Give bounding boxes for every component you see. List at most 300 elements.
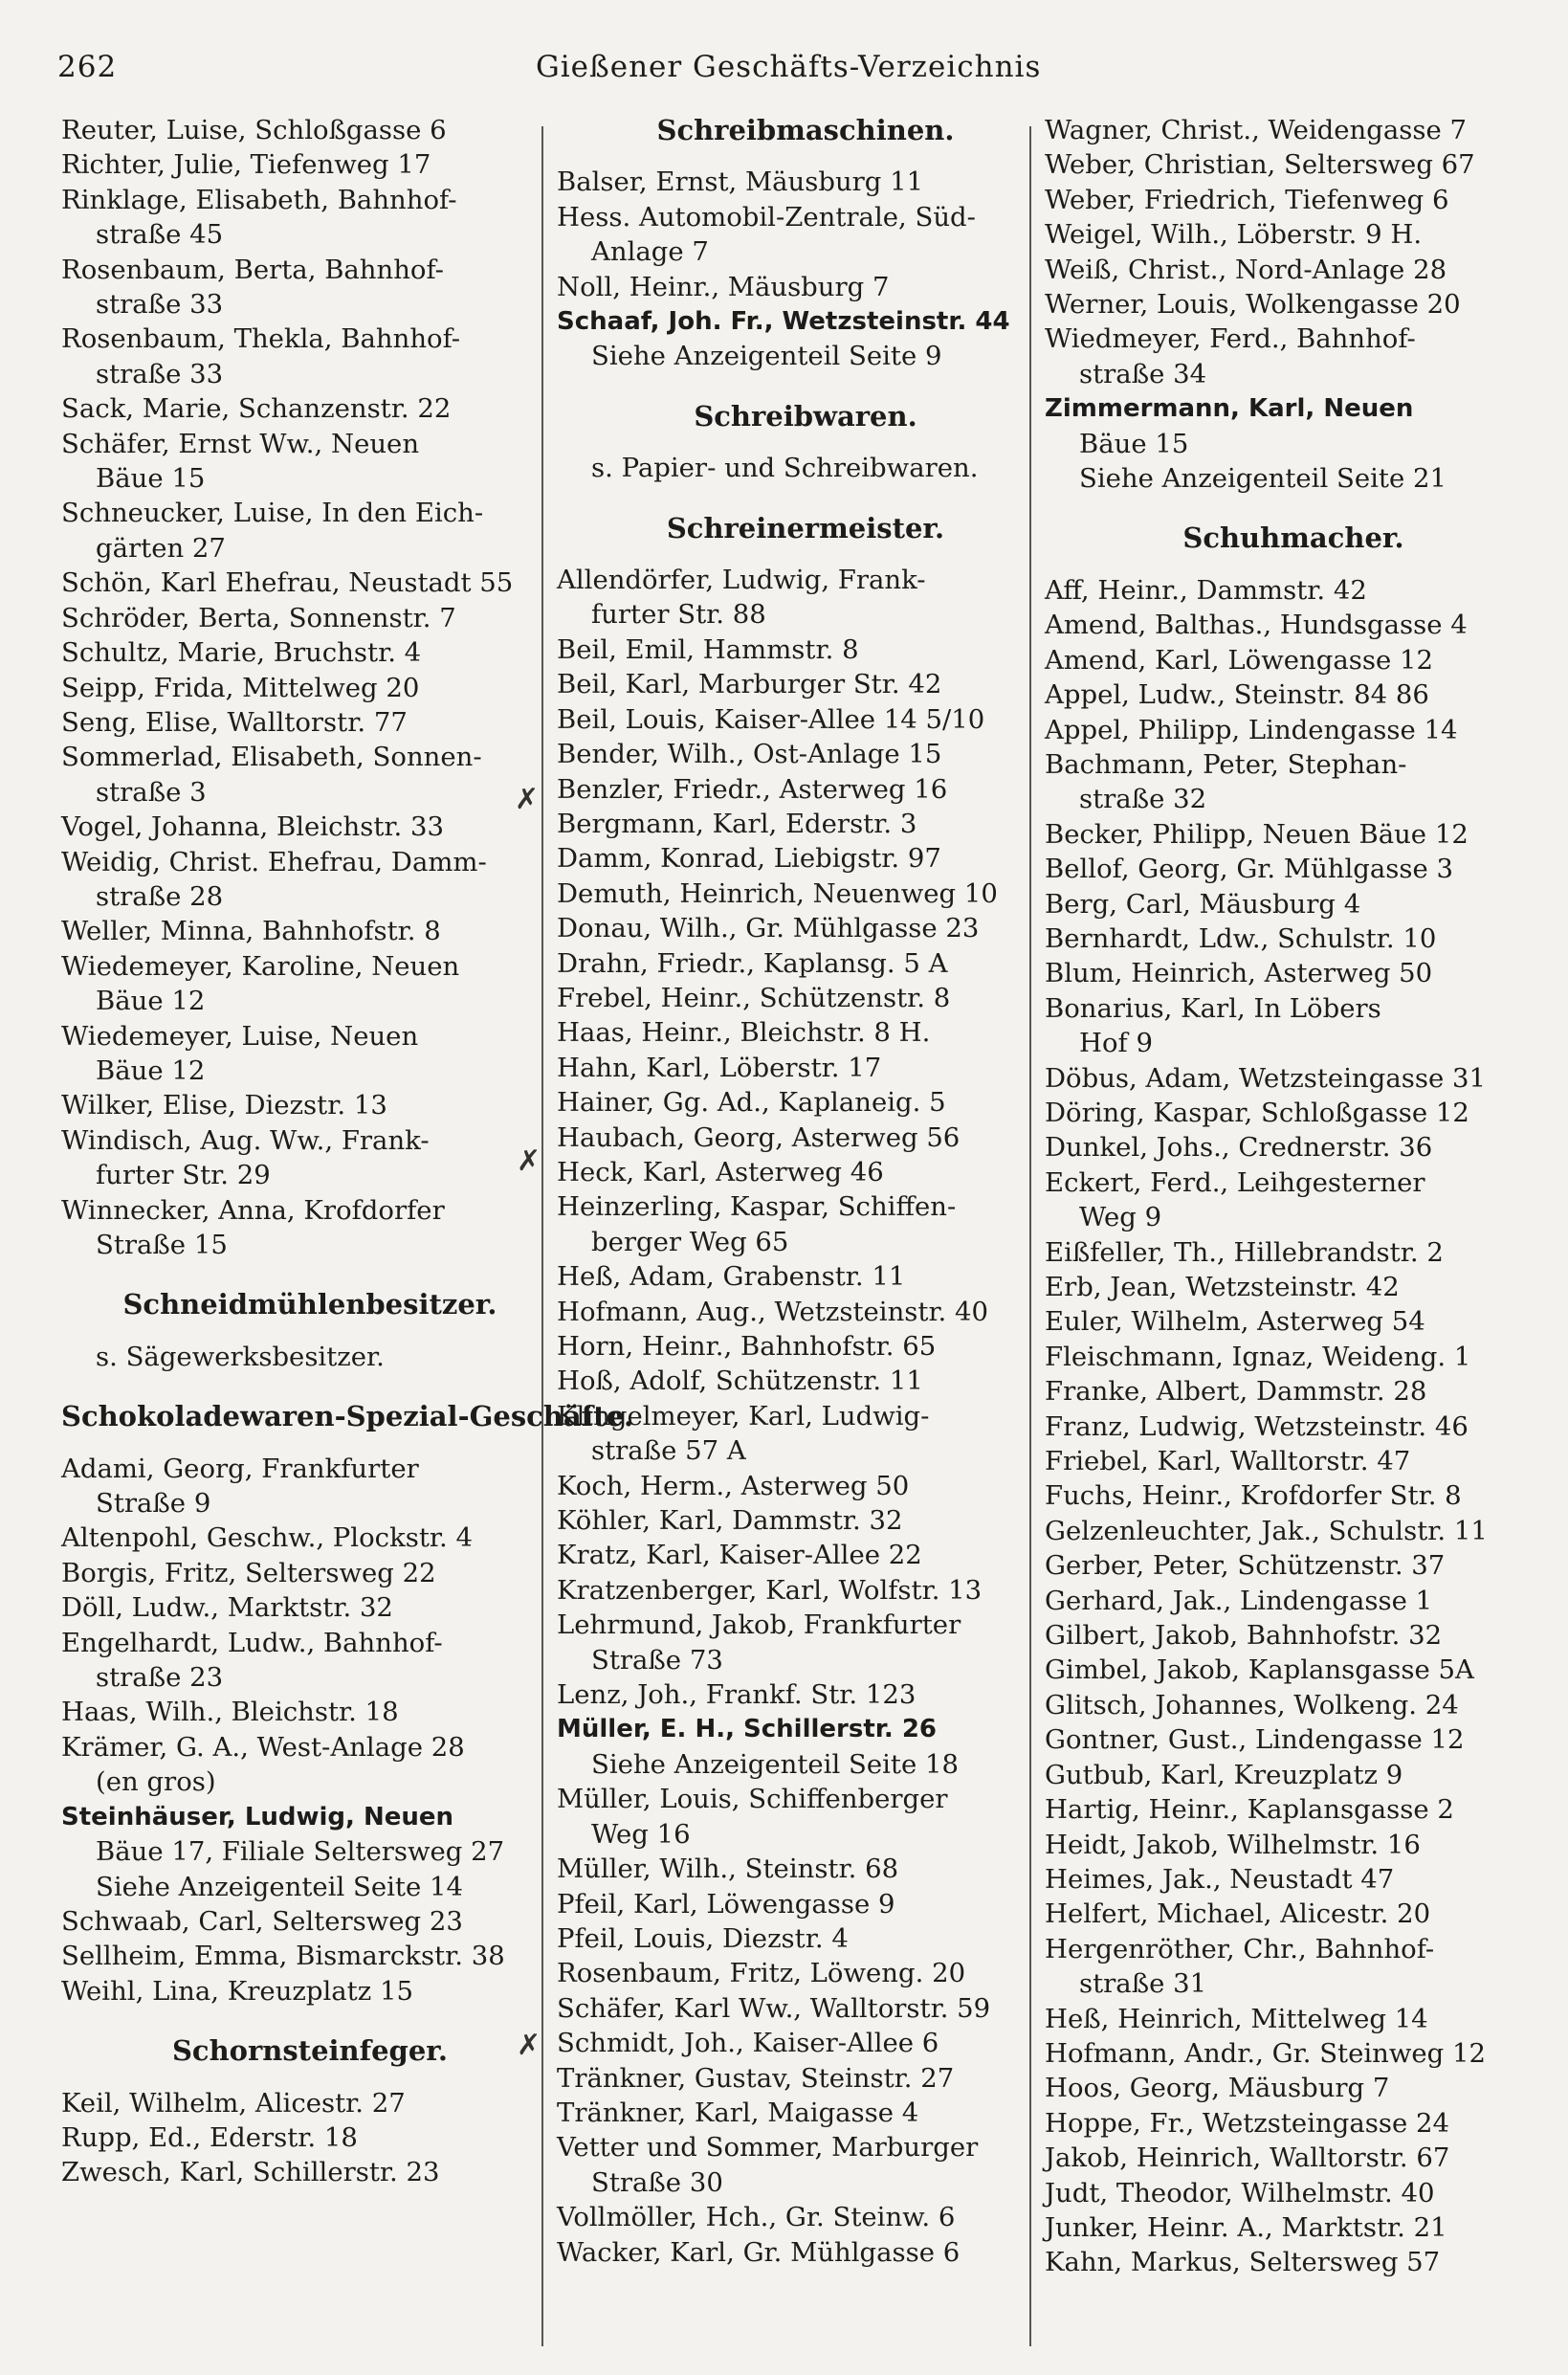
entry-name-line: Rupp, Ed., Ederstr. 18	[61, 2121, 358, 2153]
directory-entry	[1045, 2002, 1542, 2036]
directory-entry	[61, 1974, 559, 2009]
entry-name-line: Rosenbaum, Fritz, Löweng. 20	[557, 1958, 966, 1989]
entry-name-line: Bender, Wilh., Ost-Anlage 15	[557, 739, 942, 770]
entry-name-line: Schäfer, Karl Ww., Walltorstr. 59	[557, 1992, 991, 2024]
entry-name-line: Becker, Philipp, Neuen Bäue 12	[1045, 818, 1469, 850]
directory-entry	[61, 810, 559, 844]
entry-name-line: Gelzenleuchter, Jak., Schulstr. 11	[1045, 1515, 1488, 1546]
directory-entry	[557, 1085, 1054, 1120]
entry-name-line: Heß, Adam, Grabenstr. 11	[557, 1261, 906, 1293]
directory-entry	[61, 183, 559, 253]
entry-name-line: Beil, Karl, Marburger Str. 42	[557, 669, 942, 700]
entry-name-line: Tränkner, Gustav, Steinstr. 27	[557, 2062, 955, 2094]
directory-entry	[557, 165, 1054, 199]
directory-entry	[1045, 2210, 1542, 2245]
entry-continuation-line: straße 32	[1079, 784, 1207, 815]
entry-continuation-line: straße 45	[96, 219, 224, 251]
entry-name-line: Wilker, Elise, Diezstr. 13	[61, 1090, 387, 1121]
entry-name-line: Müller, E. H., Schillerstr. 26	[557, 1715, 937, 1744]
directory-entry	[1045, 1270, 1542, 1304]
directory-entry	[1045, 1061, 1542, 1096]
entry-continuation-line: straße 34	[1079, 358, 1207, 389]
entry-name-line: Schön, Karl Ehefrau, Neustadt 55	[61, 567, 514, 599]
directory-entry	[557, 1991, 1054, 2026]
directory-entry	[61, 1939, 559, 1973]
directory-entry	[1045, 147, 1542, 182]
directory-entry	[61, 427, 559, 497]
directory-entry-advertised	[557, 304, 1054, 374]
entry-name-line: Altenpohl, Geschw., Plockstr. 4	[61, 1522, 473, 1554]
directory-entry	[1045, 1444, 1542, 1478]
entry-continuation-line: Bäue 12	[96, 1054, 206, 1086]
entry-name-line: Hartig, Heinr., Kaplansgasse 2	[1045, 1794, 1454, 1826]
directory-entry	[1045, 817, 1542, 852]
entry-name-line: Helfert, Michael, Alicestr. 20	[1045, 1898, 1431, 1930]
entry-continuation-line: Bäue 15	[1079, 428, 1189, 459]
entry-name-line: Vetter und Sommer, Marburger	[557, 2132, 979, 2164]
entry-name-line: Heimes, Jak., Neustadt 47	[1045, 1863, 1395, 1895]
entry-name-line: Demuth, Heinrich, Neuenweg 10	[557, 877, 998, 909]
directory-entry	[557, 1503, 1054, 1538]
directory-entry	[1045, 2106, 1542, 2141]
directory-entry	[557, 1121, 1054, 1155]
entry-name-line: Haubach, Georg, Asterweg 56	[557, 1121, 961, 1153]
entry-name-line: Hoppe, Fr., Wetzsteingasse 24	[1045, 2107, 1449, 2139]
entry-name-line: Bellof, Georg, Gr. Mühlgasse 3	[1045, 854, 1454, 885]
directory-entry	[1045, 183, 1542, 217]
page-number: 262	[57, 50, 118, 84]
entry-name-line: Köhler, Karl, Dammstr. 32	[557, 1505, 903, 1537]
entry-continuation-line: straße 31	[1079, 1968, 1207, 2000]
entry-name-line: Franz, Ludwig, Wetzsteinstr. 46	[1045, 1410, 1469, 1442]
entry-continuation-line: Hof 9	[1079, 1028, 1153, 1059]
entry-name-line: Judt, Theodor, Wilhelmstr. 40	[1045, 2177, 1435, 2209]
directory-entry	[61, 2120, 559, 2155]
directory-entry	[557, 841, 1054, 876]
directory-entry	[1045, 1235, 1542, 1270]
entry-name-line: Keil, Wilhelm, Alicestr. 27	[61, 2087, 406, 2119]
entry-name-line: Lenz, Joh., Frankf. Str. 123	[557, 1679, 917, 1711]
directory-entry	[1045, 1618, 1542, 1653]
section-heading: Schuhmacher.	[1182, 522, 1404, 555]
directory-entry	[1045, 1584, 1542, 1618]
entry-name-line: Schröder, Berta, Sonnenstr. 7	[61, 602, 456, 633]
entry-name-line: Hergenröther, Chr., Bahnhof-	[1045, 1933, 1435, 1964]
entry-name-line: Schwaab, Carl, Seltersweg 23	[61, 1905, 463, 1937]
entry-name-line: Friebel, Karl, Walltorstr. 47	[1045, 1446, 1411, 1477]
directory-entry	[61, 1556, 559, 1590]
entry-name-line: Hess. Automobil-Zentrale, Süd-	[557, 201, 976, 233]
directory-entry	[557, 877, 1054, 911]
entry-name-line: Fleischmann, Ignaz, Weideng. 1	[1045, 1341, 1471, 1372]
section-heading: Schornsteinfeger.	[171, 2034, 449, 2068]
directory-entry-advertised	[557, 1712, 1054, 1782]
entry-name-line: Gilbert, Jakob, Bahnhofstr. 32	[1045, 1620, 1443, 1652]
entry-name-line: Müller, Wilh., Steinstr. 68	[557, 1853, 899, 1885]
entry-name-line: Reuter, Luise, Schloßgasse 6	[61, 115, 447, 145]
entry-continuation-line: Bäue 15	[96, 463, 206, 495]
directory-entry	[1045, 1932, 1542, 2002]
directory-entry	[1045, 1897, 1542, 1931]
directory-entry	[557, 633, 1054, 667]
directory-entry	[61, 113, 559, 147]
directory-entry	[557, 1921, 1054, 1956]
directory-entry	[61, 1520, 559, 1555]
section-heading: Schreibmaschinen.	[656, 114, 955, 146]
directory-entry	[557, 1051, 1054, 1085]
entry-continuation-line: Siehe Anzeigenteil Seite 9	[591, 341, 942, 372]
directory-entry	[557, 1677, 1054, 1712]
directory-entry	[61, 1088, 559, 1122]
entry-name-line: Schäfer, Ernst Ww., Neuen	[61, 428, 420, 459]
directory-entry	[61, 705, 559, 740]
directory-entry	[1045, 2176, 1542, 2210]
directory-entry	[61, 845, 559, 915]
directory-entry	[61, 2086, 559, 2120]
directory-entry	[557, 1887, 1054, 1921]
section-heading: Schokoladewaren-Spezial-Geschäfte.	[61, 1400, 634, 1433]
directory-entry	[61, 1123, 559, 1193]
entry-name-line: Donau, Wilh., Gr. Mühlgasse 23	[557, 913, 980, 944]
directory-entry	[1045, 677, 1542, 712]
directory-entry	[1045, 2071, 1542, 2105]
directory-entry	[557, 737, 1054, 771]
directory-entry	[557, 807, 1054, 841]
directory-entry	[557, 667, 1054, 701]
entry-name-line: Schmidt, Joh., Kaiser-Allee 6	[557, 2028, 939, 2059]
section-heading: Schreinermeister.	[666, 511, 945, 544]
entry-name-line: Engelhardt, Ludw., Bahnhof-	[61, 1627, 443, 1658]
directory-entry	[1045, 852, 1542, 886]
entry-name-line: Amend, Balthas., Hundsgasse 4	[1045, 610, 1468, 641]
directory-entry	[557, 1956, 1054, 1990]
directory-entry	[557, 1295, 1054, 1329]
entry-name-line: Appel, Philipp, Lindengasse 14	[1045, 714, 1458, 745]
directory-entry	[61, 1904, 559, 1939]
directory-entry	[1045, 1374, 1542, 1409]
directory-entry	[61, 1019, 559, 1089]
entry-name-line: Heinzerling, Kaspar, Schiffen-	[557, 1191, 957, 1223]
directory-entry	[61, 1695, 559, 1729]
entry-name-line: Windisch, Aug. Ww., Frank-	[61, 1124, 430, 1156]
entry-name-line: Frebel, Heinr., Schützenstr. 8	[557, 982, 951, 1013]
directory-entry	[61, 147, 559, 182]
directory-entry	[557, 2061, 1054, 2096]
entry-name-line: Glitsch, Johannes, Wolkeng. 24	[1045, 1689, 1459, 1720]
entry-name-line: Gontner, Gust., Lindengasse 12	[1045, 1724, 1465, 1756]
directory-entry	[1045, 2245, 1542, 2279]
entry-name-line: Zwesch, Karl, Schillerstr. 23	[61, 2157, 440, 2188]
directory-entry	[557, 1782, 1054, 1852]
entry-continuation-line: straße 3	[96, 776, 207, 808]
entry-name-line: Heidt, Jakob, Wilhelmstr. 16	[1045, 1829, 1421, 1860]
directory-entry	[61, 1452, 559, 1521]
directory-entry	[61, 740, 559, 810]
entry-name-line: Sellheim, Emma, Bismarckstr. 38	[61, 1941, 505, 1972]
directory-entry	[1045, 1828, 1542, 1862]
entry-name-line: Eckert, Ferd., Leihgesterner	[1045, 1166, 1425, 1198]
entry-name-line: Koch, Herm., Asterweg 50	[557, 1470, 910, 1501]
directory-entry	[1045, 1792, 1542, 1827]
directory-entry	[557, 981, 1054, 1015]
directory-entry	[557, 1189, 1054, 1259]
entry-name-line: Hofmann, Andr., Gr. Steinweg 12	[1045, 2037, 1487, 2069]
entry-name-line: Sack, Marie, Schanzenstr. 22	[61, 393, 452, 425]
directory-entry	[1045, 1478, 1542, 1513]
entry-name-line: Hofmann, Aug., Wetzsteinstr. 40	[557, 1296, 989, 1327]
entry-name-line: Weiß, Christ., Nord-Anlage 28	[1045, 254, 1447, 285]
entry-name-line: Rinklage, Elisabeth, Bahnhof-	[61, 184, 457, 215]
directory-entry	[557, 1364, 1054, 1398]
entry-continuation-line: Siehe Anzeigenteil Seite 21	[1079, 463, 1447, 495]
directory-entry	[557, 1573, 1054, 1608]
entry-continuation-line: gärten 27	[96, 532, 226, 564]
entry-continuation-line: straße 33	[96, 289, 224, 321]
directory-entry	[61, 391, 559, 426]
directory-entry	[557, 1608, 1054, 1677]
directory-entry	[1045, 1096, 1542, 1130]
entry-name-line: Winnecker, Anna, Krofdorfer	[61, 1194, 445, 1226]
entry-name-line: Heß, Heinrich, Mittelweg 14	[1045, 2003, 1428, 2034]
directory-entry	[1045, 1514, 1542, 1548]
entry-name-line: Appel, Ludw., Steinstr. 84 86	[1045, 679, 1429, 711]
entry-name-line: Wacker, Karl, Gr. Mühlgasse 6	[557, 2236, 961, 2268]
entry-continuation-line: Weg 16	[591, 1818, 691, 1850]
entry-name-line: Kratzenberger, Karl, Wolfstr. 13	[557, 1574, 983, 1606]
entry-name-line: Erb, Jean, Wetzsteinstr. 42	[1045, 1272, 1400, 1302]
entry-name-line: Wagner, Christ., Weidengasse 7	[1045, 115, 1467, 145]
entry-name-line: Weber, Christian, Seltersweg 67	[1045, 149, 1475, 181]
directory-entry	[557, 1538, 1054, 1572]
running-title: Gießener Geschäfts-Verzeichnis	[536, 50, 1042, 84]
directory-entry	[1045, 1165, 1542, 1235]
directory-entry	[1045, 887, 1542, 921]
entry-continuation-line: Straße 9	[96, 1488, 211, 1520]
directory-entry	[61, 601, 559, 635]
cross-reference: s. Sägewerksbesitzer.	[96, 1341, 385, 1372]
entry-continuation-line: straße 57 A	[591, 1435, 746, 1467]
entry-name-line: Pfeil, Karl, Löwengasse 9	[557, 1888, 895, 1920]
directory-entry	[1045, 1722, 1542, 1757]
entry-name-line: Bernhardt, Ldw., Schulstr. 10	[1045, 922, 1437, 954]
entry-name-line: Vogel, Johanna, Bleichstr. 33	[61, 811, 444, 843]
directory-entry	[557, 1852, 1054, 1886]
directory-entry	[557, 1469, 1054, 1503]
entry-name-line: Bachmann, Peter, Stephan-	[1045, 748, 1407, 780]
entry-name-line: Wiedemeyer, Luise, Neuen	[61, 1020, 419, 1052]
directory-entry	[61, 671, 559, 705]
entry-name-line: Euler, Wilhelm, Asterweg 54	[1045, 1306, 1425, 1338]
entry-name-line: Seng, Elise, Walltorstr. 77	[61, 706, 408, 738]
entry-name-line: Noll, Heinr., Mäusburg 7	[557, 271, 890, 302]
directory-entry	[557, 1155, 1054, 1189]
directory-entry	[557, 2026, 1054, 2060]
directory-entry	[1045, 991, 1542, 1061]
entry-continuation-line: Siehe Anzeigenteil Seite 18	[591, 1748, 959, 1780]
directory-entry	[1045, 253, 1542, 287]
directory-entry	[1045, 1340, 1542, 1374]
directory-entry	[557, 702, 1054, 737]
entry-name-line: Horn, Heinr., Bahnhofstr. 65	[557, 1331, 937, 1362]
page-header	[0, 0, 1568, 105]
directory-entry	[61, 322, 559, 391]
directory-entry	[557, 270, 1054, 304]
directory-entry	[1045, 1548, 1542, 1583]
directory-entry	[557, 1259, 1054, 1294]
margin-mark-icon: ✗	[517, 2029, 541, 2062]
entry-name-line: Tränkner, Karl, Maigasse 4	[557, 2097, 919, 2128]
entry-continuation-line: Bäue 17, Filiale Seltersweg 27	[96, 1836, 505, 1868]
directory-entry	[1045, 1130, 1542, 1165]
directory-entry	[557, 911, 1054, 945]
entry-name-line: Borgis, Fritz, Seltersweg 22	[61, 1557, 436, 1588]
entry-name-line: Damm, Konrad, Liebigstr. 97	[557, 843, 941, 875]
entry-name-line: Fuchs, Heinr., Krofdorfer Str. 8	[1045, 1480, 1462, 1512]
entry-continuation-line: Anlage 7	[591, 236, 709, 268]
entry-name-line: Hahn, Karl, Löberstr. 17	[557, 1052, 882, 1083]
directory-entry	[1045, 747, 1542, 817]
directory-entry	[1045, 713, 1542, 747]
directory-column-1	[61, 113, 634, 2190]
entry-name-line: Bergmann, Karl, Ederstr. 3	[557, 808, 917, 839]
entry-name-line: Adami, Georg, Frankfurter	[61, 1453, 419, 1484]
directory-column-2	[557, 113, 1054, 2270]
entry-name-line: Werner, Louis, Wolkengasse 20	[1045, 289, 1461, 321]
entry-name-line: Hoß, Adolf, Schützenstr. 11	[557, 1365, 923, 1397]
entry-name-line: Heck, Karl, Asterweg 46	[557, 1156, 884, 1188]
directory-entry	[61, 1193, 559, 1263]
entry-name-line: Kahn, Markus, Seltersweg 57	[1045, 2247, 1441, 2278]
directory-entry	[1045, 608, 1542, 642]
directory-entry-advertised	[61, 1800, 559, 1904]
directory-entry	[1045, 1304, 1542, 1339]
directory-entry	[1045, 322, 1542, 391]
entry-name-line: Sommerlad, Elisabeth, Sonnen-	[61, 742, 482, 773]
entry-name-line: Döll, Ludw., Marktstr. 32	[61, 1592, 393, 1624]
entry-name-line: Allendörfer, Ludwig, Frank-	[557, 565, 926, 596]
directory-entry	[1045, 1758, 1542, 1792]
entry-name-line: Gerhard, Jak., Lindengasse 1	[1045, 1585, 1433, 1616]
directory-entry	[557, 1015, 1054, 1050]
entry-name-line: Eißfeller, Th., Hillebrandstr. 2	[1045, 1236, 1444, 1268]
entry-continuation-line: Siehe Anzeigenteil Seite 14	[96, 1871, 463, 1902]
entry-continuation-line: Straße 73	[591, 1644, 723, 1676]
entry-continuation-line: Bäue 12	[96, 986, 206, 1017]
entry-name-line: Krämer, G. A., West-Anlage 28	[61, 1731, 465, 1763]
entry-name-line: Jakob, Heinrich, Walltorstr. 67	[1045, 2142, 1450, 2174]
directory-entry	[61, 914, 559, 948]
entry-continuation-line: straße 33	[96, 358, 224, 389]
entry-name-line: Franke, Albert, Dammstr. 28	[1045, 1376, 1427, 1408]
section-heading: Schneidmühlenbesitzer.	[122, 1288, 497, 1321]
entry-name-line: Hainer, Gg. Ad., Kaplaneig. 5	[557, 1087, 946, 1119]
directory-entry	[61, 1730, 559, 1800]
directory-entry	[557, 2200, 1054, 2234]
entry-continuation-line: Straße 30	[591, 2166, 723, 2198]
entry-continuation-line: straße 23	[96, 1662, 224, 1694]
entry-name-line: Dunkel, Johs., Crednerstr. 36	[1045, 1132, 1433, 1164]
entry-name-line: Berg, Carl, Mäusburg 4	[1045, 888, 1361, 920]
directory-entry	[557, 1399, 1054, 1469]
entry-name-line: Schneucker, Luise, In den Eich-	[61, 498, 484, 529]
entry-name-line: Rosenbaum, Berta, Bahnhof-	[61, 254, 444, 285]
cross-reference: s. Papier- und Schreibwaren.	[591, 453, 979, 484]
margin-mark-icon: ✗	[517, 1144, 541, 1178]
entry-name-line: Hoos, Georg, Mäusburg 7	[1045, 2073, 1390, 2104]
entry-name-line: Pfeil, Louis, Diezstr. 4	[557, 1922, 849, 1954]
entry-name-line: Weigel, Wilh., Löberstr. 9 H.	[1045, 219, 1423, 251]
directory-entry	[1045, 287, 1542, 322]
directory-entry	[61, 566, 559, 600]
entry-name-line: Haas, Wilh., Bleichstr. 18	[61, 1697, 399, 1728]
entry-name-line: Gimbel, Jakob, Kaplansgasse 5A	[1045, 1654, 1474, 1686]
entry-name-line: Gutbub, Karl, Kreuzplatz 9	[1045, 1759, 1403, 1790]
entry-name-line: Weidig, Christ. Ehefrau, Damm-	[61, 846, 487, 877]
entry-name-line: Weihl, Lina, Kreuzplatz 15	[61, 1975, 413, 2007]
entry-name-line: Döring, Kaspar, Schloßgasse 12	[1045, 1097, 1469, 1128]
entry-name-line: Beil, Emil, Hammstr. 8	[557, 633, 859, 665]
entry-name-line: Bonarius, Karl, In Löbers	[1045, 992, 1381, 1024]
directory-entry	[61, 949, 559, 1019]
entry-name-line: Steinhäuser, Ludwig, Neuen	[61, 1802, 454, 1831]
entry-name-line: Blum, Heinrich, Asterweg 50	[1045, 958, 1433, 989]
entry-name-line: Amend, Karl, Löwengasse 12	[1045, 644, 1433, 676]
entry-name-line: Richter, Julie, Tiefenweg 17	[61, 149, 431, 181]
directory-entry	[557, 2096, 1054, 2130]
margin-mark-icon: ✗	[515, 783, 540, 816]
entry-continuation-line: (en gros)	[96, 1766, 216, 1798]
entry-name-line: Wiedemeyer, Karoline, Neuen	[61, 950, 460, 982]
directory-entry	[557, 946, 1054, 981]
entry-continuation-line: berger Weg 65	[591, 1226, 789, 1257]
directory-entry	[1045, 643, 1542, 677]
directory-entry	[1045, 2036, 1542, 2071]
entry-name-line: Schultz, Marie, Bruchstr. 4	[61, 637, 422, 669]
directory-entry	[1045, 217, 1542, 252]
directory-entry	[61, 635, 559, 670]
directory-entry	[1045, 1688, 1542, 1722]
directory-entry	[557, 1329, 1054, 1364]
directory-entry	[557, 200, 1054, 270]
entry-continuation-line: furter Str. 88	[591, 599, 766, 631]
entry-name-line: Schaaf, Joh. Fr., Wetzsteinstr. 44	[557, 307, 1010, 337]
entry-continuation-line: Weg 9	[1079, 1202, 1162, 1233]
entry-name-line: Beil, Louis, Kaiser-Allee 14 5/10	[557, 703, 985, 735]
directory-entry	[61, 1590, 559, 1625]
entry-name-line: Klingelmeyer, Karl, Ludwig-	[557, 1400, 930, 1432]
directory-entry	[1045, 573, 1542, 608]
entry-name-line: Vollmöller, Hch., Gr. Steinw. 6	[557, 2202, 956, 2233]
directory-entry	[61, 2155, 559, 2189]
entry-name-line: Müller, Louis, Schiffenberger	[557, 1784, 948, 1815]
entry-name-line: Haas, Heinr., Bleichstr. 8 H.	[557, 1017, 931, 1049]
entry-name-line: Drahn, Friedr., Kaplansg. 5 A	[557, 947, 948, 979]
entry-name-line: Weber, Friedrich, Tiefenweg 6	[1045, 184, 1449, 215]
directory-entry	[61, 1626, 559, 1696]
entry-name-line: Balser, Ernst, Mäusburg 11	[557, 166, 924, 198]
directory-entry	[1045, 956, 1542, 990]
entry-name-line: Aff, Heinr., Dammstr. 42	[1045, 574, 1367, 606]
directory-entry	[1045, 1862, 1542, 1897]
directory-entry	[1045, 1409, 1542, 1444]
entry-continuation-line: straße 28	[96, 880, 224, 912]
entry-name-line: Junker, Heinr. A., Marktstr. 21	[1045, 2211, 1447, 2243]
directory-entry	[1045, 113, 1542, 147]
entry-name-line: Wiedmeyer, Ferd., Bahnhof-	[1045, 323, 1416, 355]
directory-entry	[1045, 921, 1542, 956]
entry-name-line: Lehrmund, Jakob, Frankfurter	[557, 1609, 961, 1641]
entry-name-line: Weller, Minna, Bahnhofstr. 8	[61, 916, 441, 947]
